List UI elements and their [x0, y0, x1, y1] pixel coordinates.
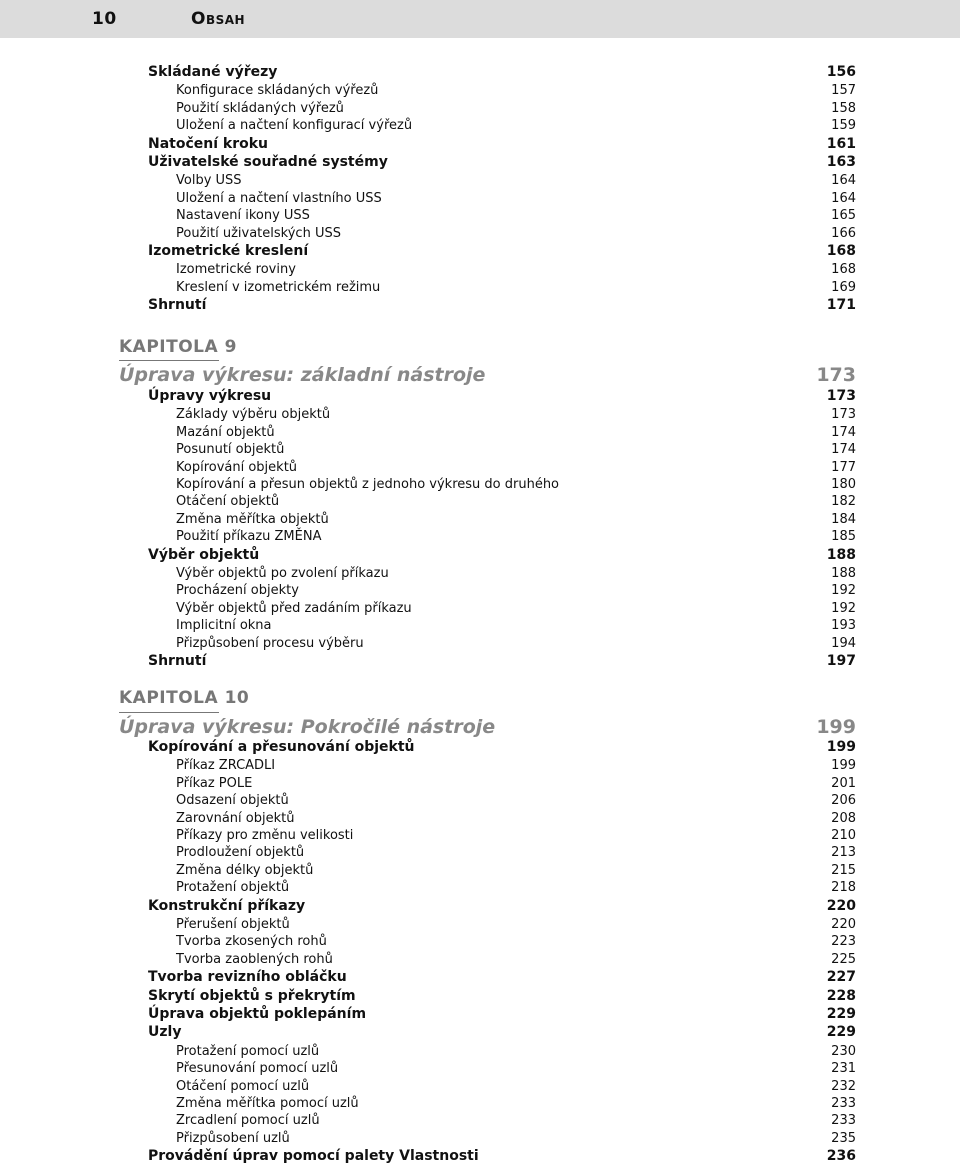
toc-section-entry[interactable] [0, 653, 960, 670]
toc-subsection-entry[interactable] [0, 225, 960, 242]
toc-entry-title: Procházení objekty [176, 583, 299, 599]
toc-entry-title: Tvorba zkosených rohů [176, 934, 327, 950]
toc-entry-page: 184 [831, 511, 856, 527]
toc-entry-title: Použití příkazu ZMĚNA [176, 529, 322, 545]
toc-entry-page: 174 [831, 424, 856, 440]
toc-entry-title: Použití uživatelských USS [176, 225, 341, 241]
toc-section-entry[interactable] [0, 64, 960, 81]
toc-entry-title: Uživatelské souřadné systémy [148, 154, 388, 170]
toc-entry-page: 182 [831, 494, 856, 510]
toc-entry-title: Implicitní okna [176, 618, 272, 634]
toc-entry-page: 173 [831, 407, 856, 423]
toc-subsection-entry[interactable] [0, 493, 960, 510]
toc-subsection-entry[interactable] [0, 1060, 960, 1077]
toc-subsection-entry[interactable] [0, 1043, 960, 1060]
toc-entry-title: Změna měřítka pomocí uzlů [176, 1096, 359, 1111]
toc-entry-page: 228 [826, 987, 856, 1004]
toc-subsection-entry[interactable] [0, 810, 960, 827]
toc-subsection-entry[interactable] [0, 792, 960, 809]
toc-subsection-entry[interactable] [0, 190, 960, 207]
chapter-rule [119, 360, 219, 361]
toc-section-entry[interactable] [0, 1024, 960, 1041]
toc-entry-page: 199 [831, 758, 856, 774]
toc-subsection-entry[interactable] [0, 100, 960, 117]
toc-entry-title: Uzly [148, 1024, 182, 1041]
toc-entry-title: Protažení pomocí uzlů [176, 1043, 320, 1059]
toc-entry-page: 199 [826, 739, 856, 755]
toc-subsection-entry[interactable] [0, 117, 960, 134]
toc-section-entry[interactable] [0, 297, 960, 314]
toc-entry-title: Přesunování pomocí uzlů [176, 1061, 339, 1077]
toc-entry-page: 165 [831, 208, 856, 224]
toc-subsection-entry[interactable] [0, 600, 960, 617]
toc-entry-title: Výběr objektů před zadáním příkazu [176, 600, 412, 616]
toc-subsection-entry[interactable] [0, 82, 960, 99]
toc-subsection-entry[interactable] [0, 844, 960, 861]
toc-entry-page: 159 [831, 118, 856, 134]
toc-subsection-entry[interactable] [0, 933, 960, 950]
toc-entry-title: Kopírování objektů [176, 459, 298, 475]
toc-entry-page: 233 [831, 1113, 856, 1129]
toc-entry-title: Kopírování a přesun objektů z jednoho výkresu do druhého [176, 477, 560, 492]
toc-subsection-entry[interactable] [0, 424, 960, 441]
toc-entry-title: Izometrické kreslení [148, 243, 309, 259]
page-number: 10 [92, 9, 117, 29]
toc-subsection-entry[interactable] [0, 261, 960, 278]
toc-entry-title: Izometrické roviny [176, 262, 296, 278]
toc-entry-page: 157 [831, 83, 856, 99]
chapter-title: Úprava výkresu: základní nástroje [119, 364, 486, 386]
toc-entry-title: Skládané výřezy [148, 64, 278, 80]
toc-section-entry[interactable] [0, 136, 960, 153]
toc-entry-page: 230 [831, 1043, 856, 1059]
toc-section-entry[interactable] [0, 547, 960, 564]
toc-entry-page: 232 [831, 1078, 856, 1094]
toc-entry-page: 197 [826, 653, 856, 669]
toc-subsection-entry[interactable] [0, 1095, 960, 1112]
toc-entry-title: Výběr objektů po zvolení příkazu [176, 566, 389, 581]
toc-entry-title: Otáčení objektů [176, 494, 280, 510]
toc-entry-page: 220 [826, 897, 856, 914]
toc-entry-title: Tvorba zaoblených rohů [176, 951, 333, 967]
toc-entry-page: 218 [831, 880, 856, 896]
toc-entry-title: Příkaz POLE [176, 775, 253, 791]
toc-entry-title: Shrnutí [148, 653, 207, 669]
toc-entry-page: 188 [826, 546, 856, 563]
toc-entry-page: 173 [826, 388, 856, 404]
toc-subsection-entry[interactable] [0, 511, 960, 528]
toc-subsection-entry[interactable] [0, 1078, 960, 1095]
toc-entry-page: 188 [831, 566, 856, 581]
toc-subsection-entry[interactable] [0, 459, 960, 476]
toc-subsection-entry[interactable] [0, 528, 960, 545]
toc-entry-page: 223 [831, 934, 856, 950]
toc-subsection-entry[interactable] [0, 1130, 960, 1147]
toc-entry-title: Základy výběru objektů [176, 407, 331, 423]
toc-entry-page: 174 [831, 442, 856, 458]
toc-entry-title: Shrnutí [148, 297, 207, 314]
toc-entry-page: 163 [826, 154, 856, 170]
toc-entry-page: 227 [826, 969, 856, 986]
toc-entry-title: Skrytí objektů s překrytím [148, 987, 356, 1004]
toc-entry-page: 192 [831, 600, 856, 616]
toc-subsection-entry[interactable] [0, 862, 960, 879]
toc-entry-title: Výběr objektů [148, 546, 260, 563]
toc-entry-page: 168 [826, 243, 856, 259]
toc-entry-page: 158 [831, 100, 856, 116]
toc-entry-page: 233 [831, 1096, 856, 1111]
toc-section-entry[interactable] [0, 969, 960, 986]
toc-entry-title: Nastavení ikony USS [176, 208, 310, 224]
toc-entry-title: Změna měřítka objektů [176, 511, 329, 527]
toc-entry-title: Uložení a načtení vlastního USS [176, 190, 382, 206]
page-header [0, 0, 960, 38]
toc-entry-page: 185 [831, 529, 856, 545]
toc-entry-page: 171 [826, 297, 856, 314]
toc-entry-page: 194 [831, 635, 856, 651]
toc-entry-page: 229 [826, 1006, 856, 1022]
toc-entry-title: Uložení a načtení konfigurací výřezů [176, 118, 413, 134]
chapter-title: Úprava výkresu: Pokročilé nástroje [119, 716, 496, 738]
chapter-label: KAPITOLA 9 [119, 337, 237, 357]
toc-entry-title: Konfigurace skládaných výřezů [176, 83, 379, 99]
toc-entry-title: Úprava objektů poklepáním [148, 1006, 367, 1022]
toc-subsection-entry[interactable] [0, 441, 960, 458]
toc-section-entry[interactable] [0, 988, 960, 1005]
toc-section-entry[interactable] [0, 388, 960, 405]
toc-entry-page: 231 [831, 1061, 856, 1077]
toc-entry-page: 208 [831, 810, 856, 826]
toc-entry-page: 210 [831, 828, 856, 843]
toc-section-entry[interactable] [0, 739, 960, 756]
toc-entry-page: 164 [831, 190, 856, 206]
chapter-title-row[interactable] [119, 364, 856, 386]
toc-subsection-entry[interactable] [0, 916, 960, 933]
toc-entry-page: 164 [831, 173, 856, 189]
toc-entry-title: Zarovnání objektů [176, 810, 295, 826]
toc-entry-title: Použití skládaných výřezů [176, 100, 344, 116]
toc-entry-title: Přerušení objektů [176, 917, 290, 932]
toc-entry-page: 166 [831, 225, 856, 241]
toc-entry-title: Příkazy pro změnu velikosti [176, 828, 354, 843]
toc-entry-page: 215 [831, 862, 856, 878]
toc-entry-page: 168 [831, 262, 856, 278]
toc-entry-page: 193 [831, 618, 856, 634]
toc-entry-title: Konstrukční příkazy [148, 897, 306, 914]
toc-entry-page: 206 [831, 793, 856, 809]
toc-subsection-entry[interactable] [0, 879, 960, 896]
toc-entry-title: Prodloužení objektů [176, 845, 305, 861]
toc-subsection-entry[interactable] [0, 406, 960, 423]
toc-subsection-entry[interactable] [0, 635, 960, 652]
toc-entry-title: Změna délky objektů [176, 862, 314, 878]
toc-entry-title: Natočení kroku [148, 135, 269, 152]
toc-entry-title: Tvorba revizního obláčku [148, 969, 347, 986]
chapter-page: 173 [816, 364, 856, 386]
toc-entry-title: Zrcadlení pomocí uzlů [176, 1113, 320, 1129]
toc-entry-page: 236 [826, 1148, 856, 1165]
toc-entry-page: 225 [831, 951, 856, 967]
toc-subsection-entry[interactable] [0, 279, 960, 296]
toc-entry-title: Odsazení objektů [176, 793, 289, 809]
toc-subsection-entry[interactable] [0, 172, 960, 189]
toc-entry-page: 213 [831, 845, 856, 861]
toc-section-entry[interactable] [0, 1148, 960, 1165]
toc-entry-page: 192 [831, 583, 856, 599]
toc-subsection-entry[interactable] [0, 565, 960, 582]
chapter-label: KAPITOLA 10 [119, 688, 250, 708]
toc-subsection-entry[interactable] [0, 827, 960, 844]
toc-entry-title: Protažení objektů [176, 880, 290, 896]
toc-entry-title: Úpravy výkresu [148, 388, 272, 404]
toc-section-entry[interactable] [0, 1006, 960, 1023]
toc-subsection-entry[interactable] [0, 1112, 960, 1129]
toc-entry-title: Kreslení v izometrickém režimu [176, 279, 381, 295]
toc-entry-title: Posunutí objektů [176, 442, 285, 458]
toc-entry-title: Kopírování a přesunování objektů [148, 739, 415, 755]
toc-entry-title: Mazání objektů [176, 424, 275, 440]
chapter-rule [119, 712, 219, 713]
toc-entry-page: 229 [826, 1024, 856, 1041]
toc-entry-title: Přizpůsobení procesu výběru [176, 635, 364, 651]
running-title: Obsah [191, 9, 246, 29]
toc-entry-title: Příkaz ZRCADLI [176, 758, 276, 774]
toc-section-entry[interactable] [0, 154, 960, 171]
chapter-page: 199 [816, 716, 856, 738]
toc-entry-title: Otáčení pomocí uzlů [176, 1078, 310, 1094]
toc-entry-page: 180 [831, 477, 856, 492]
toc-entry-page: 169 [831, 279, 856, 295]
toc-section-entry[interactable] [0, 243, 960, 260]
toc-entry-page: 220 [831, 917, 856, 932]
toc-entry-title: Volby USS [176, 173, 242, 189]
toc-subsection-entry[interactable] [0, 582, 960, 599]
toc-subsection-entry[interactable] [0, 757, 960, 774]
toc-entry-page: 156 [826, 64, 856, 80]
chapter-title-row[interactable] [119, 716, 856, 738]
toc-entry-title: Provádění úprav pomocí palety Vlastnosti [148, 1148, 479, 1165]
toc-entry-page: 177 [831, 459, 856, 475]
toc-section-entry[interactable] [0, 898, 960, 915]
toc-entry-page: 161 [826, 135, 856, 152]
toc-subsection-entry[interactable] [0, 951, 960, 968]
toc-subsection-entry[interactable] [0, 617, 960, 634]
toc-entry-page: 201 [831, 775, 856, 791]
toc-entry-page: 235 [831, 1130, 856, 1146]
toc-subsection-entry[interactable] [0, 775, 960, 792]
toc-subsection-entry[interactable] [0, 476, 960, 493]
toc-subsection-entry[interactable] [0, 207, 960, 224]
toc-entry-title: Přizpůsobení uzlů [176, 1130, 290, 1146]
